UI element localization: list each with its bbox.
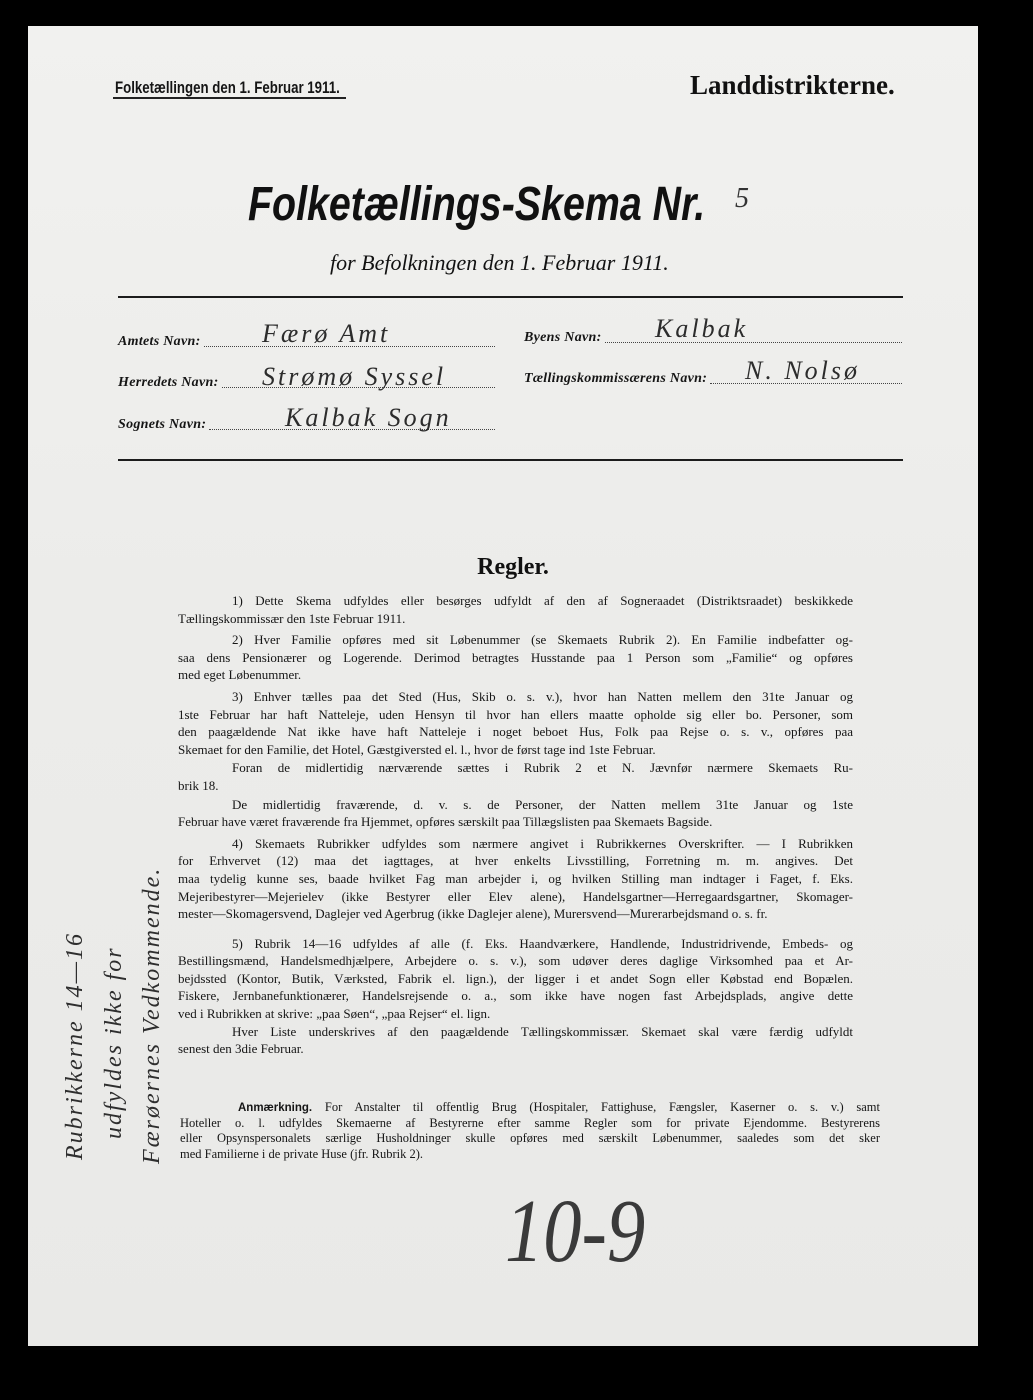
note-label: Anmærkning.: [238, 1102, 313, 1114]
rule-line: 1) Dette Skema udfyldes eller besørges udfyldt af den af Sogneraadet (Distriktsraadet) beskikkede: [232, 593, 853, 608]
rule-paragraph: [178, 759, 853, 794]
margin-note-line: udfyldes ikke for: [101, 946, 127, 1140]
field-by-dotted-line: [605, 341, 902, 343]
rule-paragraph: [178, 1023, 853, 1058]
rule-line: Skemaet for den Familie, det Hotel, Gæstgiversted el. l., hvor de først tage ind 1ste Februar.: [178, 741, 656, 757]
rule-paragraph: [178, 796, 853, 831]
note-block: [180, 1100, 880, 1163]
form-subtitle: for Befolkningen den 1. Februar 1911.: [330, 250, 669, 275]
rule-line: 4) Skemaets Rubrikker udfyldes som nærmere angivet i Rubrikkernes Overskrifter. — I Rubrikken: [232, 835, 853, 851]
note-line: [180, 1100, 880, 1116]
note-line: Hoteller o. l. udfyldes Skemaerne af Bestyrerne efter samme Regler som for private Ejendomme. Bestyrerens: [180, 1115, 880, 1130]
top-divider: [118, 296, 903, 298]
field-sogn-value: Kalbak Sogn: [285, 403, 452, 432]
note-text: For Anstalter til offentlig Brug (Hospitaler, Fattighuse, Fængsler, Kaserner o. s. v.) samt: [324, 1100, 880, 1114]
rules-body: [178, 592, 853, 1058]
rule-line: De midlertidig fraværende, d. v. s. de Personer, der Natten mellem 31te Januar og 1ste: [232, 796, 853, 812]
handwritten-number: 10-9: [505, 1182, 646, 1281]
field-by-value: Kalbak: [655, 314, 749, 343]
rules-heading: Regler.: [477, 554, 549, 580]
rule-line: Hver Liste underskrives af den paagældende Tællingskommissær. Skemaet skal være færdig udfyldt: [232, 1023, 853, 1039]
rule-line: den paagældende Nat ikke have haft Natteleje i noget beboet Hus, Folk paa Rejse o. s. v., opføres paa: [178, 724, 853, 740]
rule-paragraph: [178, 835, 853, 923]
rule-line: 1ste Februar har haft Natteleje, uden Hensyn til hvor han ellers maatte opholde sig eller bo. Personer, som: [178, 706, 853, 722]
rule-paragraph: [178, 935, 853, 1023]
field-by-label: Byens Navn:: [524, 330, 602, 345]
field-kommissaer-value: N. Nolsø: [745, 356, 861, 385]
field-sogn-label: Sognets Navn:: [118, 417, 207, 432]
note-line: med Familierne i de private Huse (jfr. Rubrik 2).: [180, 1147, 423, 1162]
rule-line: Fiskere, Jernbanefunktionærer, Handelsrejsende o. a., som ikke have nogen fast Arbejdsplads, angive dette: [178, 988, 853, 1004]
rule-line: mester—Skomagersvend, Daglejer ved Agerbrug (ikke Daglejer alene), Murersvend—Murerarbejdsmand o. s. fr.: [178, 906, 768, 922]
field-amt-label: Amtets Navn:: [118, 334, 201, 349]
rule-line: Foran de midlertidig nærværende sættes i Rubrik 2 et N. Jævnfør nærmere Skemaets Ru-: [232, 760, 853, 776]
rule-line: saa dens Pensionærer og Logerende. Derimod betragtes Husstande paa 1 Person som „Familie“ og opføres: [178, 649, 853, 665]
form-title: Folketællings-Skema Nr.: [248, 178, 706, 231]
rule-line: med eget Løbenummer.: [178, 667, 302, 683]
rule-line: for Erhvervet (12) maa det iagttages, at hver enkelts Livsstilling, Forretning m. m. angives. Det: [178, 853, 853, 869]
rule-line: ved i Rubrikken at skrive: „paa Søen“, „paa Rejser“ el. lign.: [178, 1006, 491, 1022]
rule-line: senest den 3die Februar.: [178, 1041, 304, 1057]
field-herred-value: Strømø Syssel: [262, 362, 447, 391]
rule-line: maa tydelig kunne ses, baade hvilket Fag man arbejder i, og hvilken Stilling man indtager i Faget, f. Eks.: [178, 870, 853, 886]
rule-line: brik 18.: [178, 777, 219, 793]
margin-note-line: Rubrikkerne 14—16: [62, 932, 88, 1160]
rule-line: Mejeribestyrer—Mejerielev (ikke Bestyrer eller Elev alene), Handelsgartner—Herregaardsgartner, Skomager-: [178, 888, 853, 904]
bottom-divider: [118, 459, 903, 461]
rule-line: 2) Hver Familie opføres med sit Løbenummer (se Skemaets Rubrik 2). En Familie indbefatter og-: [232, 632, 853, 648]
rule-line: 5) Rubrik 14—16 udfyldes af alle (f. Eks. Haandværkere, Handlende, Industridrivende, Embeds- og: [232, 935, 853, 951]
field-amt-value: Færø Amt: [262, 319, 391, 348]
rule-line: 3) Enhver tælles paa det Sted (Hus, Skib o. s. v.), hvor han Natten mellem den 31te Januar og: [232, 688, 853, 704]
rule-line: Tællingskommissær den 1ste Februar 1911.: [178, 610, 406, 626]
form-number-handwritten: 5: [735, 183, 749, 214]
census-label-underline: [113, 97, 346, 99]
rule-line: bejdssted (Kontor, Butik, Værksted, Fabrik el. lign.), der ligger i et andet Sogn eller Købstad end Bopælen.: [178, 970, 853, 986]
rule-paragraph: [178, 592, 853, 627]
rule-line: Bestillingsmænd, Handelsmedhjælpere, Arbejdere o. s. v.), som udøver deres daglige Virksomhed paa et Ar-: [178, 953, 853, 969]
census-label: Folketællingen den 1. Februar 1911.: [115, 78, 340, 97]
field-kommissaer-label: Tællingskommissærens Navn:: [524, 371, 708, 386]
district-type: Landdistrikterne.: [690, 70, 895, 100]
rule-paragraph: [178, 631, 853, 684]
field-herred-label: Herredets Navn:: [118, 375, 219, 390]
rule-line: Februar have været fraværende fra Hjemmet, opføres særskilt paa Tillægslisten paa Skemaets Bagside.: [178, 814, 713, 830]
note-line: eller Opsynspersonalets særlige Husholdninger skulle opføres med særskilt Løbenummer, saaledes som det sker: [180, 1131, 880, 1146]
rule-paragraph: [178, 688, 853, 758]
margin-note-line: Færøernes Vedkommende.: [139, 866, 165, 1164]
